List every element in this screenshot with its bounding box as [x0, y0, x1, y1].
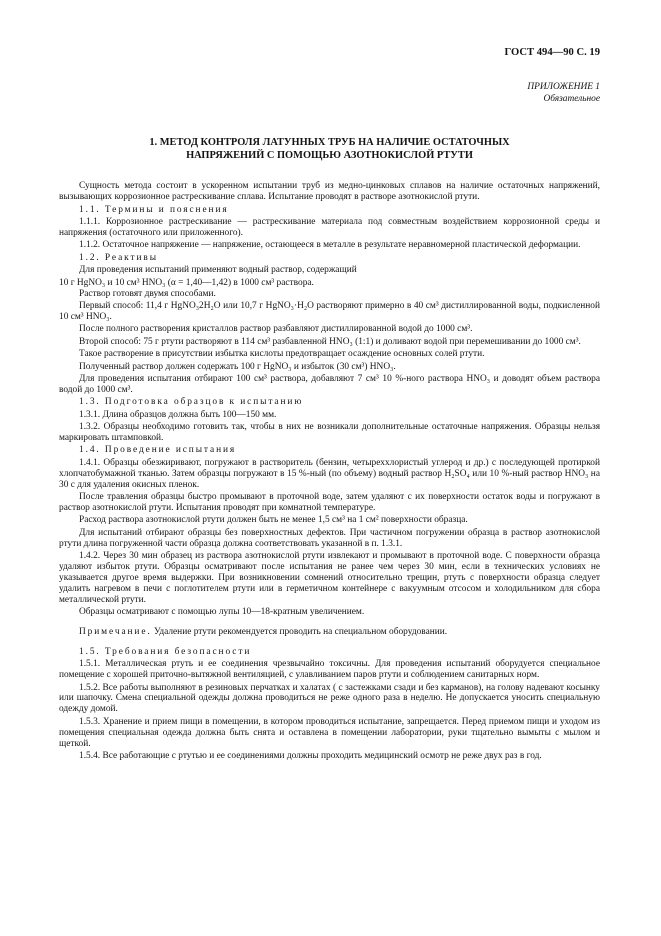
paragraph-1-3-1: 1.3.1. Длина образцов должна быть 100—150 мм. — [79, 409, 277, 420]
section-title — [75, 136, 584, 162]
page-header: ГОСТ 494—90 С. 19 — [504, 47, 600, 58]
title-line-2: НАПРЯЖЕНИЙ С ПОМОЩЬЮ АЗОТНОКИСЛОЙ РТУТИ — [186, 150, 473, 162]
subsection-heading-1-3: 1.3. Подготовка образцов к испытанию — [79, 397, 304, 408]
appendix-label — [59, 82, 600, 105]
paragraph-1-2-dilution: После полного растворения кристаллов раствор разбавляют дистиллированной водой до 1000 см³. — [79, 324, 473, 335]
paragraph-1-5-1: 1.5.1. Металлическая ртуть и ее соединения чрезвычайно токсичны. Для проведения испытаний оборудуется специальное помещение с хорошей приточно-вытяжной вентиляцией, с улавливанием паров ртути и соблюдением санитарных норм. — [59, 659, 600, 681]
paragraph-1-4-2: 1.4.2. Через 30 мин образец из раствора азотнокислой ртути извлекают и промывают в проточной воде. С поверхности образца удаляют избыток ртути. Образцы осматривают после испытания не ранее чем через 30 мин, если в технических условиях не указывается другое время выдержки. При возникновении сомнений относительно трещин, ртуть с поверхности образца следует удалить нагревом в печи с поглотителем ртути или в герметичном контейнере с вакуумным отсосом и холодильником для сбора металлической ртути. — [59, 551, 600, 605]
subsection-heading-1-4: 1.4. Проведение испытания — [79, 445, 237, 456]
subsection-heading-1-1: 1.1. Термины и пояснения — [79, 204, 229, 215]
paragraph-1-2-acid: Такое растворение в присутствии избытка кислоты предотвращает осаждение основных солей ртути. — [79, 349, 485, 360]
paragraph-1-1-2: 1.1.2. Остаточное напряжение — напряжение, остающееся в металле в результате неравномерной пластической деформации. — [79, 240, 581, 251]
title-line-1: 1. МЕТОД КОНТРОЛЯ ЛАТУННЫХ ТРУБ НА НАЛИЧИЕ ОСТАТОЧНЫХ — [149, 137, 510, 148]
paragraph-1-5-2: 1.5.2. Все работы выполняют в резиновых перчатках и халатах ( с застежками сзади и без карманов), на голову надевают косынку или шапочку. Смена специальной одежды должна проводиться не реже одного раза в неделю. Не допускается уносить специальную одежду домой. — [59, 682, 600, 715]
paragraph-1-4-rinse: После травления образцы быстро промывают в проточной воде, затем удаляют с их поверхности остаток воды и погружают в раствор азотнокислой ртути. Испытания проводят при комнатной температуре. — [59, 491, 600, 513]
document-body — [59, 181, 600, 762]
note — [59, 627, 600, 638]
paragraph-1-4-samples: Для испытаний отбирают образцы без поверхностных дефектов. При частичном погружении образца в раствор азотнокислой ртути длина погруженной части образца должна соответствовать указанной в п. 1.3.1. — [59, 527, 600, 549]
appendix-status: Обязательное — [543, 93, 600, 104]
paragraph-1-2-test-solution: Для проведения испытания отбирают 100 см³ раствора, добавляют 7 см³ 10 %-ного раствора HNO₃ и доводят объем раствора водой до 1000 см³. — [59, 373, 600, 395]
subsection-heading-1-2: 1.2. Реактивы — [79, 252, 158, 263]
paragraph-1-5-3: 1.5.3. Хранение и прием пищи в помещении, в котором проводиться испытание, запрещается. Перед приемом пищи и уходом из помещения специальная одежда должна быть снята и оставлена в помещении лаборатории, руки тщательно вымыты с мылом и щеткой. — [59, 716, 600, 749]
paragraph-1-3-2: 1.3.2. Образцы необходимо готовить так, чтобы в них не возникали дополнительные остаточные напряжения. Образцы нельзя маркировать штамповкой. — [59, 422, 600, 443]
paragraph-1-1-1: 1.1.1. Коррозионное растрескивание — растрескивание материала под совместным воздействием коррозионной среды и напряжения (остаточного или приложенного). — [59, 217, 600, 239]
paragraph-1-2-content: Полученный раствор должен содержать 100 г HgNO₃ и избыток (30 см³) HNO₃. — [79, 361, 396, 372]
appendix-number: ПРИЛОЖЕНИЕ 1 — [527, 82, 600, 92]
note-text: Удаление ртути рекомендуется проводить на специальном оборудовании. — [154, 626, 448, 637]
subsection-heading-1-5: 1.5. Требования безопасности — [79, 646, 252, 657]
reagent-formula: 10 г HgNO₃ и 10 см³ HNO₃ (α = 1,40—1,42) в 1000 см³ раствора. — [59, 277, 314, 288]
paragraph-1-5-4: 1.5.4. Все работающие с ртутью и ее соединениями должны проходить медицинский осмотр не реже двух раз в год. — [79, 751, 542, 761]
paragraph-1-4-1: 1.4.1. Образцы обезжиривают, погружают в растворитель (бензин, четыреххлористый углерод и др.) с последующей протиркой хлопчатобумажной тканью. Затем образцы погружают в 15 %-ный (по объему) водный раствор H₂SO₄ или 10 %-ный раствор HNO₃ на 30 с для удаления окисных пленок. — [59, 457, 600, 490]
paragraph-1-2-method-1: Первый способ: 11,4 г HgNO₃2H₂O или 10,7 г HgNO₃·H₂O растворяют примерно в 40 см³ дистиллированной воды, подкисленной 10 см³ HNO₃. — [59, 300, 600, 322]
paragraph-1-4-inspection: Образцы осматривают с помощью лупы 10—18-кратным увеличением. — [79, 607, 365, 618]
note-label: Примечание. — [79, 626, 152, 637]
paragraph-1-2-method-2: Второй способ: 75 г ртути растворяют в 114 см³ разбавленной HNO₃ (1:1) и доливают водой при перемешивании до 1000 см³. — [79, 336, 581, 347]
paragraph-1-4-consumption: Расход раствора азотнокислой ртути должен быть не менее 1,5 см³ на 1 см² поверхности образца. — [79, 515, 468, 526]
paragraph-1-2-methods: Раствор готовят двумя способами. — [79, 288, 216, 299]
paragraph-1-2-intro: Для проведения испытаний применяют водный раствор, содержащий — [79, 265, 357, 276]
intro-paragraph: Сущность метода состоит в ускоренном испытании труб из медно-цинковых сплавов на наличие остаточных напряжений, вызывающих коррозионное растрескивание сплава. Испытание проводят в растворе азотнокислой ртути. — [59, 181, 600, 203]
